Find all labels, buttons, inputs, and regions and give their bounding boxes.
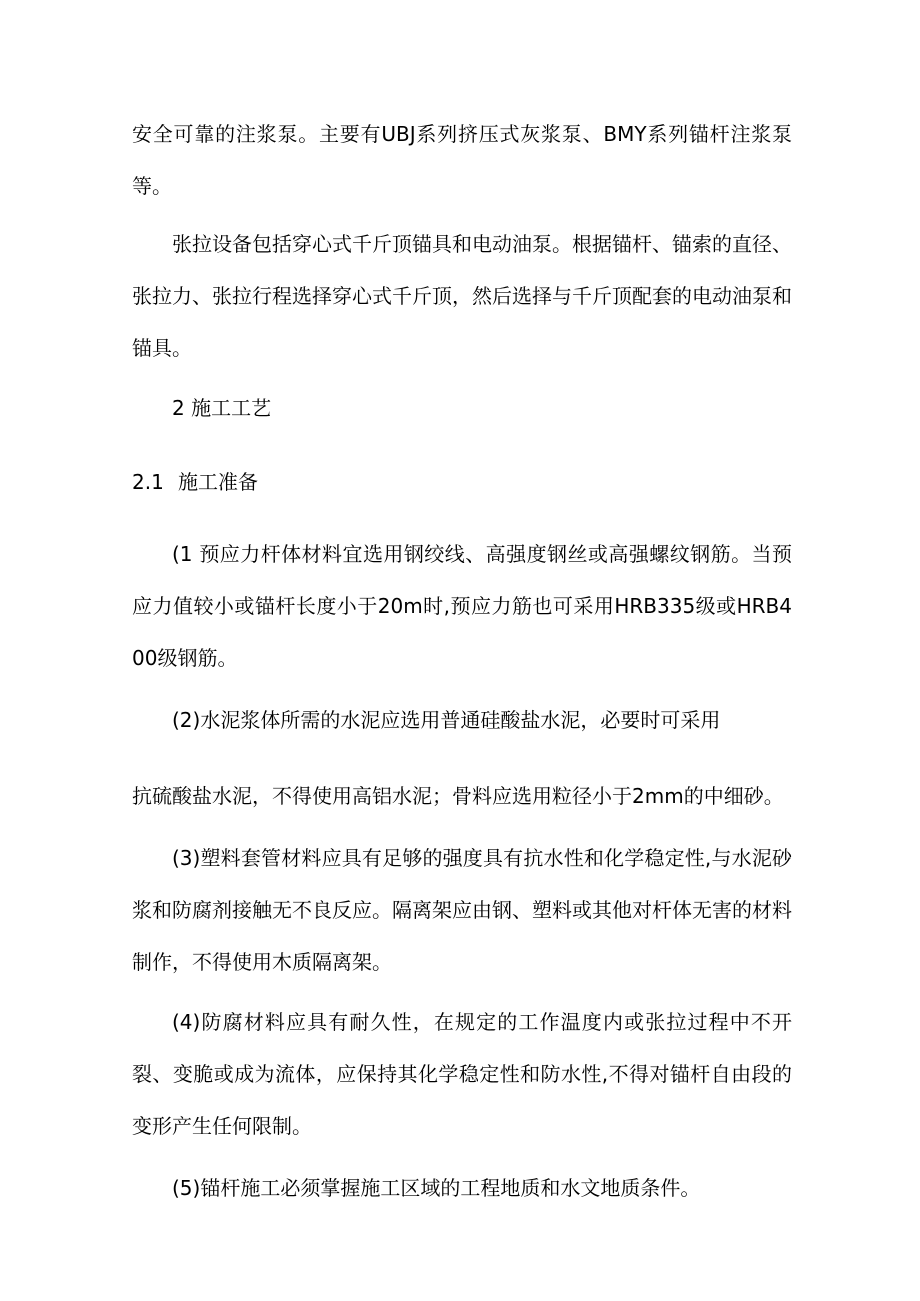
paragraph-tensioning-equipment: 张拉设备包括穿心式千斤顶锚具和电动油泵。根据锚杆、锚索的直径、张拉力、张拉行程选择穿心式千斤顶，然后选择与千斤顶配套的电动油泵和锚具。 [132,232,792,360]
subsection-number: 2.1 [132,470,164,494]
list-item-3-plastic-sleeve: (3)塑料套管材料应具有足够的强度具有抗水性和化学稳定性,与水泥砂浆和防腐剂接触无不良反应。隔离架应由钢、塑料或其他对杆体无害的材料制作，不得使用木质隔离架。 [132,846,792,974]
subsection-title: 施工准备 [178,470,258,494]
section-heading-construction-process: 2 施工工艺 [172,396,272,420]
list-item-2-cement-line-1: (2)水泥浆体所需的水泥应选用普通硅酸盐水泥，必要时可采用 [172,708,721,732]
list-item-5-geology: (5)锚杆施工必须掌握施工区域的工程地质和水文地质条件。 [172,1176,701,1200]
list-item-2-cement-line-2: 抗硫酸盐水泥，不得使用高铝水泥；骨料应选用粒径小于2mm的中细砂。 [132,784,784,808]
list-item-1-prestressed-tendon: (1 预应力杆体材料宜选用钢绞线、高强度钢丝或高强螺纹钢筋。当预应力值较小或锚杆长度小于20m时,预应力筋也可采用HRB335级或HRB400级钢筋。 [132,542,792,670]
list-item-4-anticorrosion: (4)防腐材料应具有耐久性，在规定的工作温度内或张拉过程中不开裂、变脆或成为流体，应保持其化学稳定性和防水性,不得对锚杆自由段的变形产生任何限制。 [132,1010,792,1138]
subsection-heading-preparation [132,456,792,508]
paragraph-grouting-pumps: 安全可靠的注浆泵。主要有UBJ系列挤压式灰浆泵、BMY系列锚杆注浆泵等。 [132,122,792,198]
